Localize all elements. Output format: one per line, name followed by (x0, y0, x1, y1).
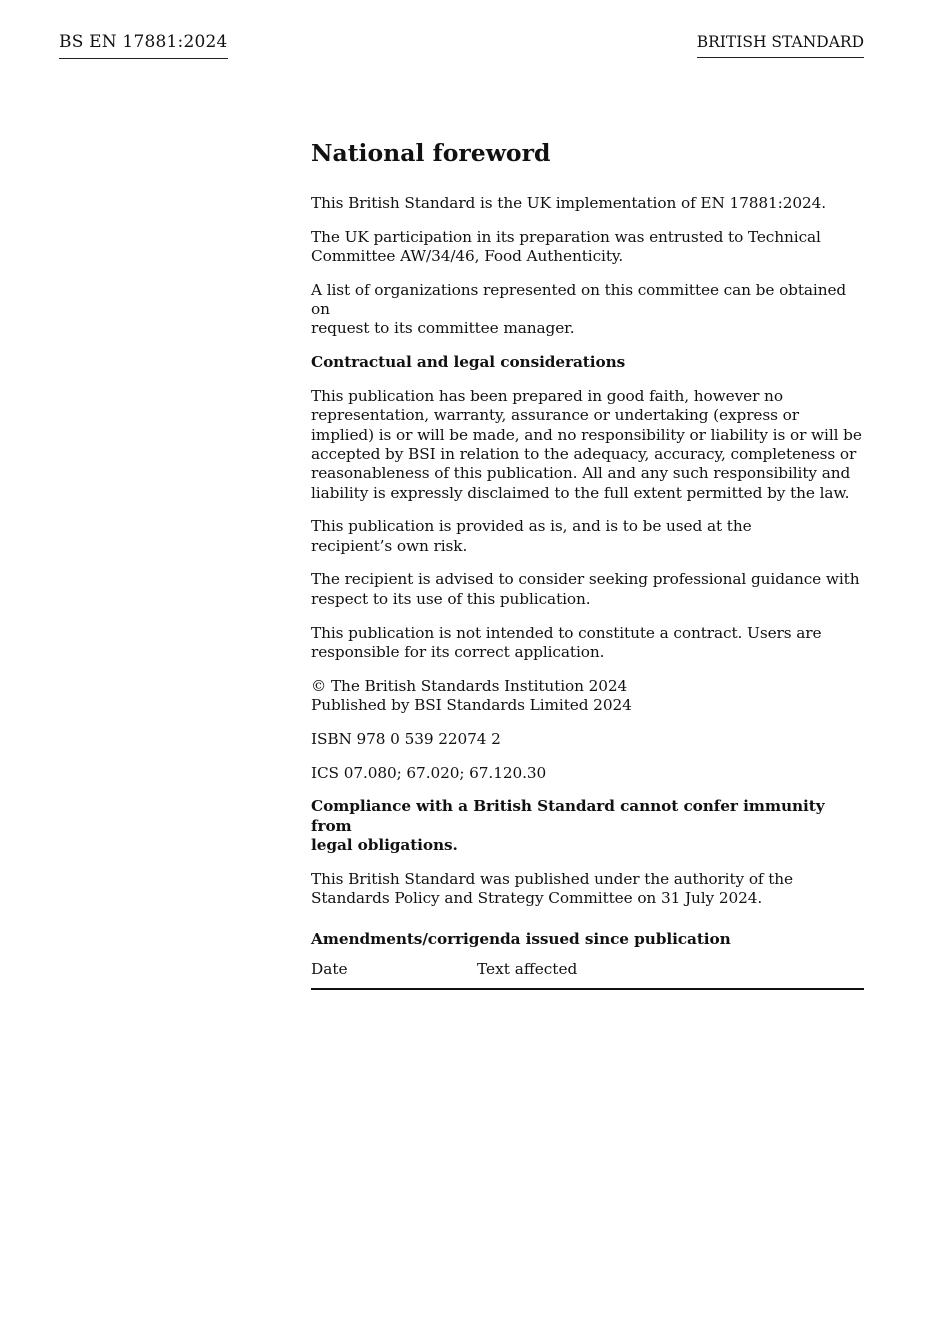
text-line: A list of organizations represented on this committee can be obtained on (311, 280, 847, 319)
text-line: Compliance with a British Standard cannot confer immunity from (311, 797, 825, 835)
paragraph-copyright (311, 677, 867, 716)
text-line: respect to its use of this publication. (311, 589, 591, 608)
document-id: BS EN 17881:2024 (59, 31, 228, 59)
text-line: This publication has been prepared in good faith, however no (311, 387, 783, 406)
text-line: accepted by BSI in relation to the adequacy, accuracy, completeness or (311, 444, 857, 463)
text-line: Committee AW/34/46, Food Authenticity. (311, 247, 624, 266)
column-header-date: Date (311, 959, 348, 978)
paragraph-committee-list (311, 281, 867, 339)
text-line: representation, warranty, assurance or undertaking (express or (311, 406, 799, 425)
text-line: legal obligations. (311, 835, 458, 854)
paragraph-authority (311, 870, 867, 909)
text-line: This publication is provided as is, and is to be used at the (311, 517, 752, 536)
text-line: The recipient is advised to consider seeking professional guidance with (311, 570, 860, 589)
paragraph-good-faith (311, 387, 867, 503)
amendments-table (311, 960, 864, 990)
compliance-statement (311, 797, 867, 855)
amendments-heading: Amendments/corrigenda issued since publication (311, 930, 731, 949)
ics-codes: ICS 07.080; 67.020; 67.120.30 (311, 763, 547, 782)
copyright-line: © The British Standards Institution 2024 (311, 676, 628, 695)
text-line: reasonableness of this publication. All and any such responsibility and (311, 464, 851, 483)
text-line: liability is expressly disclaimed to the full extent permitted by the law. (311, 483, 850, 502)
text-line: This publication is not intended to constitute a contract. Users are (311, 623, 822, 642)
isbn: ISBN 978 0 539 22074 2 (311, 729, 501, 748)
heading-contractual-legal: Contractual and legal considerations (311, 353, 626, 372)
text-line: This British Standard is the UK implementation of EN 17881:2024. (311, 194, 827, 212)
paragraph-not-contract (311, 624, 867, 663)
text-line: implied) is or will be made, and no responsibility or liability is or will be (311, 425, 862, 444)
paragraph-implementation (311, 194, 867, 213)
paragraph-guidance (311, 570, 867, 609)
text-line: Standards Policy and Strategy Committee on 31 July 2024. (311, 889, 763, 908)
standard-series-label: BRITISH STANDARD (697, 31, 864, 58)
paragraph-as-is (311, 517, 867, 556)
text-line: responsible for its correct application. (311, 642, 605, 661)
national-foreword (311, 138, 867, 990)
paragraph-participation (311, 228, 867, 267)
text-line: request to its committee manager. (311, 319, 575, 338)
text-line: This British Standard was published under the authority of the (311, 869, 794, 888)
text-line: The UK participation in its preparation was entrusted to Technical (311, 227, 821, 246)
page-title: National foreword (311, 139, 551, 167)
publisher-line: Published by BSI Standards Limited 2024 (311, 695, 632, 714)
text-line: recipient’s own risk. (311, 536, 468, 555)
column-header-text-affected: Text affected (477, 959, 578, 978)
